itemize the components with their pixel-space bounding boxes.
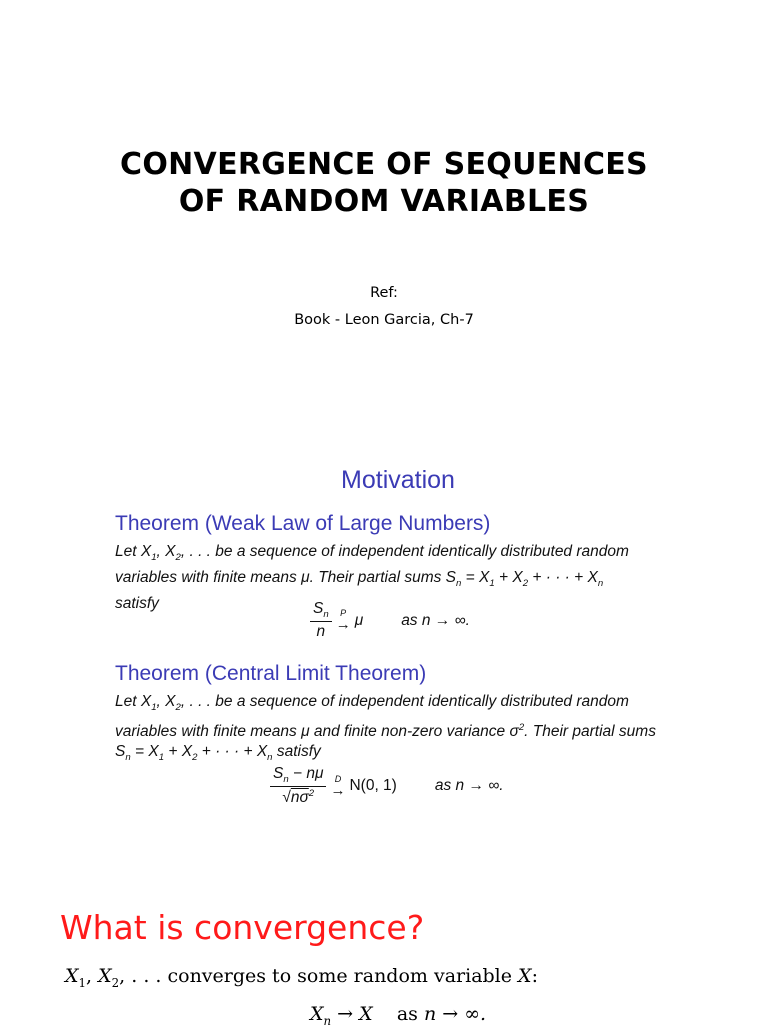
convergence-in-distribution-label: D	[334, 773, 342, 784]
motivation-heading: Motivation	[341, 466, 455, 494]
title-line-1: CONVERGENCE OF SEQUENCES	[120, 147, 648, 182]
right-arrow-icon: →	[337, 1003, 354, 1025]
wlln-theorem-body: Let $X_1$, $X_2$, . . . be a sequence of independent identically distributed random variables with finite means μ. Their partial sums $S_n = X_1 + X_2$ + · · · + $X_n$ satisfy	[115, 543, 629, 613]
convergence-in-probability-label: P	[340, 608, 347, 619]
clt-theorem-heading: Theorem (Central Limit Theorem)	[115, 662, 427, 685]
wlln-formula: $\frac{S_n}{n}$ P → μ as n → ∞.	[310, 600, 470, 641]
convergence-statement: $X_1$, $X_2$, . . . converges to some random variable X:	[65, 965, 538, 990]
convergence-formula: $X_n \to X$ as n → ∞.	[310, 1003, 487, 1028]
clt-satisfy: satisfy	[276, 743, 321, 761]
right-arrow-icon: →	[335, 616, 351, 634]
clt-formula: $\frac{S_n - n\mu}{√n\sigma^2}$ D → N(0, 1) as n → ∞.	[270, 765, 504, 807]
wlln-satisfy: satisfy	[115, 595, 159, 613]
right-arrow-icon: →	[330, 781, 346, 799]
convergence-heading: What is convergence?	[60, 908, 425, 947]
wlln-body-text: be a sequence of independent identically distributed random variables with finite means μ. Their partial sums S	[115, 543, 629, 587]
page-title	[0, 146, 768, 220]
reference-book: Book - Leon Garcia, Ch-7	[294, 312, 474, 328]
reference-label: Ref:	[370, 285, 398, 301]
wlln-as-n-infinity: as n → ∞.	[401, 611, 470, 629]
title-line-2: OF RANDOM VARIABLES	[178, 184, 590, 219]
clt-body-text: be a sequence of independent identically distributed random variables with finite means μ and finite non-zero variance σ	[115, 693, 629, 741]
wlln-theorem-heading: Theorem (Weak Law of Large Numbers)	[115, 512, 491, 535]
clt-theorem-body: Let $X_1$, $X_2$, . . . be a sequence of independent identically distributed random variables with finite means μ and finite non-zero variance $\sigma^2$. Their partial sums $S_n = X_1 + X_2$ + · · · + $X_n$ satisfy	[115, 693, 656, 764]
clt-as-n-infinity: as n → ∞.	[434, 777, 504, 795]
